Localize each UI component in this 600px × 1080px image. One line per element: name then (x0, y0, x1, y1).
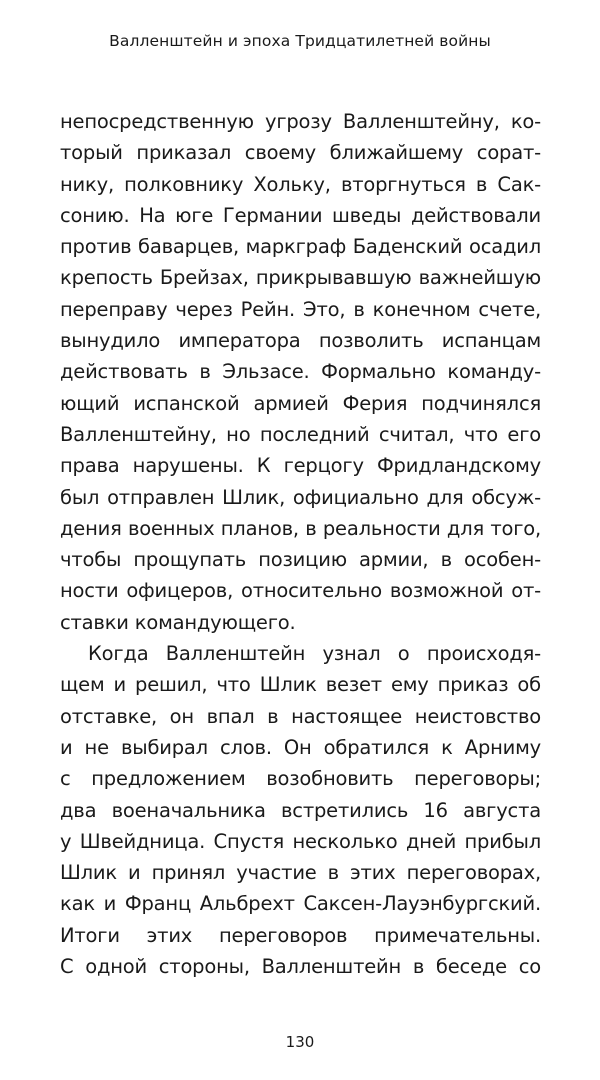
text-line: чтобы прощупать позицию армии, в особен- (60, 548, 541, 572)
text-line: крепость Брейзах, прикрывавшую важнейшую (60, 266, 541, 290)
paragraph-2 (60, 638, 541, 982)
text-line: торый приказал своему ближайшему сорат- (60, 141, 541, 165)
text-line: ности офицеров, относительно возможной от- (60, 579, 541, 603)
text-line: действовать в Эльзасе. Формально команду- (60, 360, 541, 384)
running-header: Валленштейн и эпоха Тридцатилетней войны (109, 32, 491, 50)
text-line-last: ставки командующего. (60, 610, 296, 634)
text-line: права нарушены. К герцогу Фридландскому (60, 454, 541, 478)
text-line: вынудило императора позволить испанцам (60, 329, 541, 353)
text-line: непосредственную угрозу Валленштейну, ко- (60, 110, 541, 133)
text-line: ющий испанской армией Ферия подчинялся (60, 391, 541, 415)
text-line: дения военных планов, в реальности для того, (60, 516, 541, 540)
text-line: сонию. На юге Германии шведы действовали (60, 203, 541, 227)
text-line: переправу через Рейн. Это, в конечном счете, (60, 297, 541, 321)
text-line: против баварцев, маркграф Баденский осадил (60, 235, 541, 259)
text-line: с предложением возобновить переговоры; (60, 767, 541, 791)
text-line-indented: Когда Валленштейн узнал о происходя- (88, 642, 541, 666)
text-line: нику, полковнику Хольку, вторгнуться в Сак- (60, 172, 541, 196)
text-line: С одной стороны, Валленштейн в беседе со (60, 955, 541, 979)
text-line: у Швейдница. Спустя несколько дней прибыл (60, 829, 541, 853)
text-line: как и Франц Альбрехт Саксен-Лауэнбургский. (60, 892, 541, 916)
paragraph-1 (60, 106, 541, 638)
text-line: Шлик и принял участие в этих переговорах, (60, 861, 541, 885)
text-line: Итоги этих переговоров примечательны. (60, 923, 541, 947)
body-text (60, 106, 541, 982)
page-number: 130 (285, 1033, 315, 1051)
text-line: отставке, он впал в настоящее неистовство (60, 704, 541, 728)
text-line: Валленштейну, но последний считал, что его (60, 422, 541, 446)
text-line: и не выбирал слов. Он обратился к Арниму (60, 735, 541, 759)
text-line: два военачальника встретились 16 августа (60, 798, 541, 822)
text-line: был отправлен Шлик, официально для обсуж- (60, 485, 541, 509)
text-line: щем и решил, что Шлик везет ему приказ об (60, 673, 541, 697)
